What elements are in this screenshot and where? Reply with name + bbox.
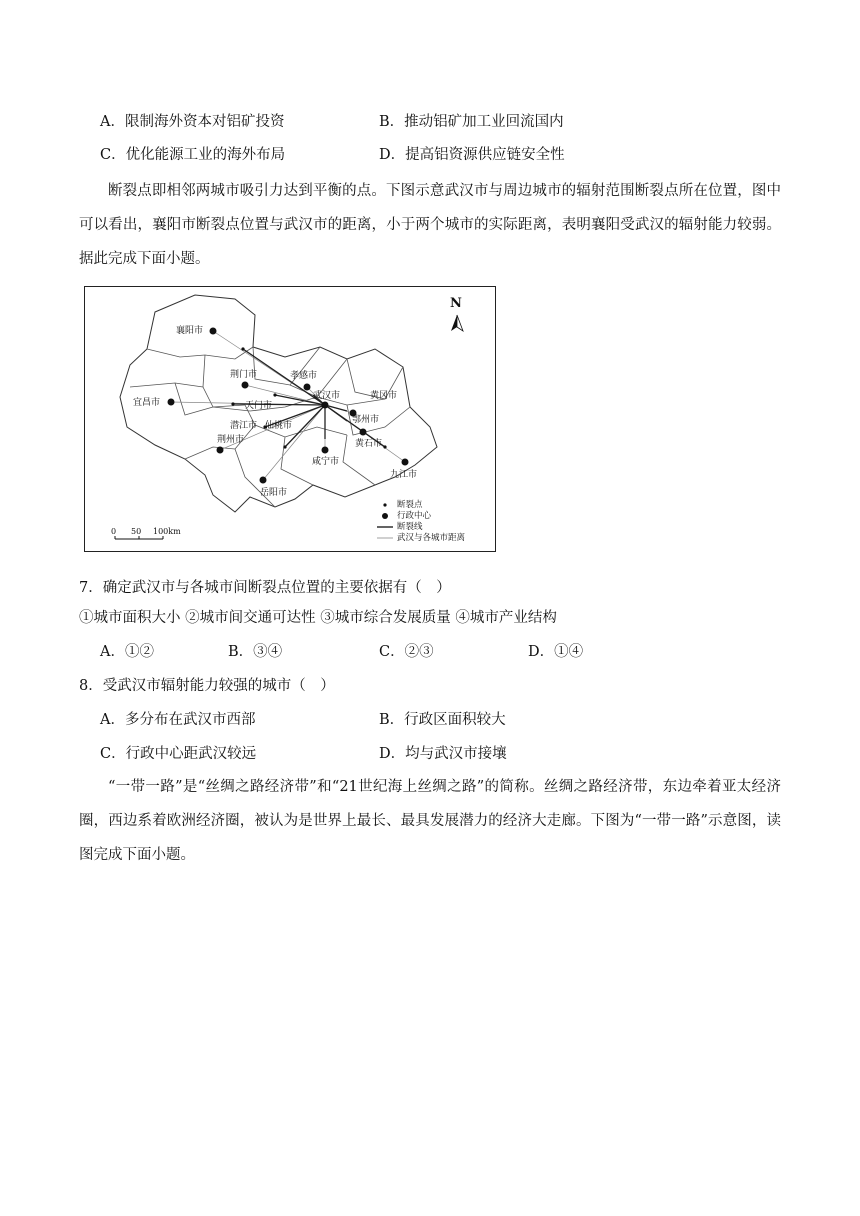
scale-50: 50: [131, 527, 142, 536]
label-yichang: 宜昌市: [133, 398, 161, 408]
q7-stem: 7．确定武汉市与各城市间断裂点位置的主要依据有（ ）: [79, 580, 451, 596]
center-huangshi: [360, 429, 367, 436]
center-jingzhou: [217, 447, 224, 454]
label-xianning: 咸宁市: [312, 457, 340, 467]
label-xiangyang: 襄阳市: [176, 326, 204, 336]
label-huangshi: 黄石市: [355, 439, 383, 449]
center-xiangyang: [210, 328, 217, 335]
q7-items: ①城市面积大小 ②城市间交通可达性 ③城市综合发展质量 ④城市产业结构: [79, 610, 557, 626]
center-yueyang: [260, 477, 267, 484]
label-xiantao: 仙桃市: [265, 421, 293, 431]
intro-paragraph-2: “一带一路”是“丝绸之路经济带”和“21世纪海上丝绸之路”的简称。丝绸之路经济带，东边牵着亚太经济圈，西边系着欧洲经济圈，被认为是世界上最长、最具发展潜力的经济大走廊。下图为“一带一路”示意图，读图完成下面小题。: [79, 779, 781, 863]
q7-option-c: C．②③: [379, 644, 434, 660]
label-jingzhou: 荆州市: [217, 435, 245, 445]
q6-option-d: D．提高铝资源供应链安全性: [379, 147, 565, 163]
q6-option-a: A．限制海外资本对铝矿投资: [100, 114, 285, 130]
legend-break-line: 断裂线: [397, 522, 423, 532]
center-yichang: [168, 399, 175, 406]
north-label: N: [450, 296, 462, 311]
q8-option-a: A．多分布在武汉市西部: [100, 712, 256, 728]
label-yueyang: 岳阳市: [260, 488, 288, 498]
center-jiujiang: [402, 459, 409, 466]
q8-option-c: C．行政中心距武汉较远: [100, 746, 257, 762]
center-jingmen: [242, 382, 249, 389]
map-drawing: [85, 287, 497, 553]
legend-admin-center: 行政中心: [397, 511, 432, 521]
label-ezhou: 鄂州市: [352, 415, 380, 425]
label-xiaogan: 孝感市: [290, 371, 318, 381]
q7-option-d: D．①④: [528, 644, 584, 660]
center-xianning: [322, 447, 329, 454]
center-xiaogan: [304, 384, 311, 391]
q8-option-d: D．均与武汉市接壤: [379, 746, 507, 762]
q6-option-b: B．推动铝矿加工业回流国内: [379, 114, 564, 130]
scale-100km: 100km: [153, 527, 181, 536]
q6-option-c: C．优化能源工业的海外布局: [100, 147, 286, 163]
intro-paragraph-1: 断裂点即相邻两城市吸引力达到平衡的点。下图示意武汉市与周边城市的辐射范围断裂点所在位置，图中可以看出，襄阳市断裂点位置与武汉市的距离，小于两个城市的实际距离，表明襄阳受武汉的辐射能力较弱。据此完成下面小题。: [79, 183, 781, 267]
legend-break-point: 断裂点: [397, 500, 423, 510]
label-jingmen: 荆门市: [230, 370, 258, 380]
legend-distance: 武汉与各城市距离: [397, 533, 466, 543]
label-qianjiang: 潜江市: [230, 421, 258, 431]
scale-0: 0: [111, 527, 117, 536]
wuhan-breakpoint-map: [84, 286, 496, 552]
center-wuhan: [322, 402, 329, 409]
q7-option-b: B．③④: [228, 644, 283, 660]
label-wuhan: 武汉市: [313, 391, 341, 401]
q8-stem: 8．受武汉市辐射能力较强的城市（ ）: [79, 678, 335, 694]
label-tianmen: 天门市: [245, 401, 273, 411]
q8-option-b: B．行政区面积较大: [379, 712, 506, 728]
north-arrow-icon: [451, 315, 463, 331]
legend-symbols: [377, 503, 393, 538]
label-huanggang: 黄冈市: [370, 391, 398, 401]
q7-option-a: A．①②: [100, 644, 154, 660]
label-jiujiang: 九江市: [390, 470, 418, 480]
